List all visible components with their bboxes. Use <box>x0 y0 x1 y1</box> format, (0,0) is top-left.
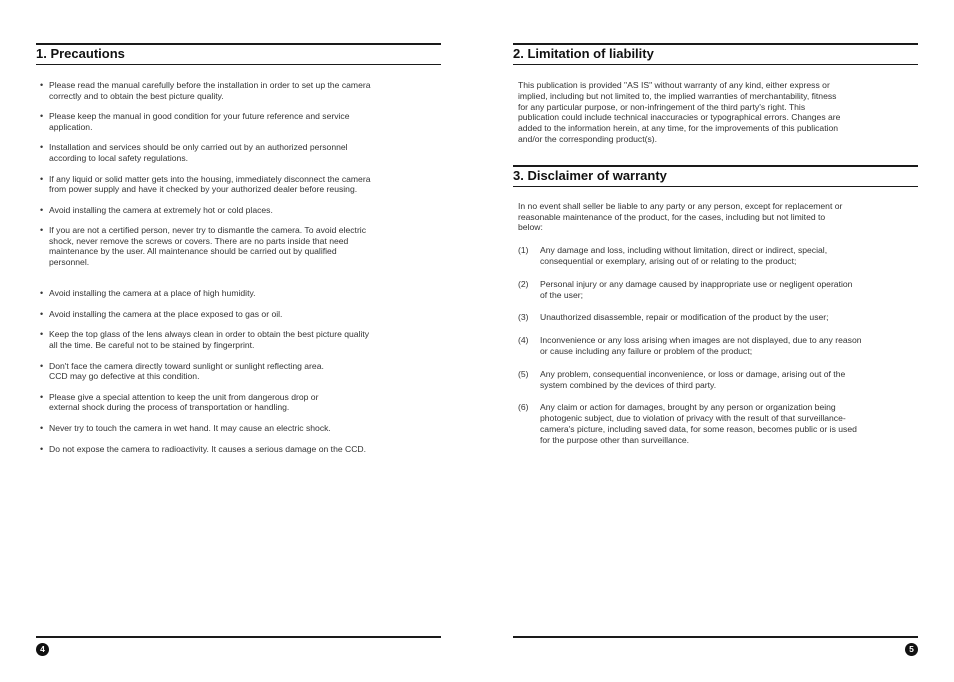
precautions-heading: 1. Precautions <box>36 43 441 65</box>
disclaimer-heading: 3. Disclaimer of warranty <box>513 165 918 187</box>
item-text: Inconvenience or any loss arising when images are not displayed, due to any reason or cause including any failure or problem of the product; <box>540 335 862 356</box>
left-page <box>36 0 441 682</box>
disclaimer-item <box>518 245 918 267</box>
precaution-item: • Installation and services should be only carried out by an authorized personnel according to local safety regulations. <box>36 142 441 163</box>
item-number: (1) <box>518 245 529 256</box>
item-number: (3) <box>518 312 529 323</box>
precaution-item: • If you are not a certified person, never try to dismantle the camera. To avoid electric shock, never remove the screws or covers. There are no parts inside that need maintenance by the user. All maintenance should be carried out by qualified personnel. <box>36 225 441 267</box>
page-number-badge: 5 <box>905 643 918 656</box>
item-number: (6) <box>518 402 529 413</box>
item-text: Any claim or action for damages, brought by any person or organization being photogenic subject, due to violation of privacy with the result of that surveillance- camera's picture, including saved data, for some reason, becomes public or is used for the purpose other than surveillance. <box>540 402 857 445</box>
limitation-heading: 2. Limitation of liability <box>513 43 918 65</box>
footer-divider <box>513 636 918 638</box>
precaution-item: • Avoid installing the camera at the place exposed to gas or oil. <box>36 309 441 320</box>
disclaimer-list <box>513 245 918 445</box>
precaution-item: • If any liquid or solid matter gets into the housing, immediately disconnect the camera from power supply and have it checked by your authorized dealer before reusing. <box>36 174 441 195</box>
item-number: (2) <box>518 278 529 289</box>
disclaimer-item <box>518 402 918 445</box>
disclaimer-item <box>518 369 918 391</box>
precaution-item: • Never try to touch the camera in wet hand. It may cause an electric shock. <box>36 423 441 434</box>
disclaimer-item <box>518 335 918 357</box>
precaution-item: • Keep the top glass of the lens always clean in order to obtain the best picture quality all the time. Be careful not to be stained by fingerprint. <box>36 329 441 350</box>
precaution-item: • Please keep the manual in good condition for your future reference and service application. <box>36 111 441 132</box>
precaution-item: • Avoid installing the camera at a place of high humidity. <box>36 288 441 299</box>
precaution-item: • Do not expose the camera to radioactivity. It causes a serious damage on the CCD. <box>36 444 441 455</box>
item-number: (5) <box>518 368 529 379</box>
item-text: Personal injury or any damage caused by inappropriate use or negligent operation of the user; <box>540 278 853 300</box>
precaution-item: • Avoid installing the camera at extremely hot or cold places. <box>36 205 441 216</box>
limitation-paragraph: This publication is provided "AS IS" without warranty of any kind, either express or implied, including but not limited to, the implied warranties of merchantability, fitness for any particular purpose, or non-infringement of the third party's right. This publication could include technical inaccuracies or typographical errors. Changes are added to the information herein, at any time, for the improvements of this publication and/or the corresponding product(s). <box>518 80 841 144</box>
item-number: (4) <box>518 335 529 346</box>
precaution-item: • Please read the manual carefully before the installation in order to set up the camera correctly and to obtain the best picture quality. <box>36 80 441 101</box>
page-number-badge: 4 <box>36 643 49 656</box>
item-text: Any problem, consequential inconvenience, or loss or damage, arising out of the system combined by the devices of third party. <box>540 368 846 390</box>
disclaimer-intro: In no event shall seller be liable to any party or any person, except for replacement or reasonable maintenance of the product, for the cases, including but not limited to below: <box>518 200 843 233</box>
item-text: Unauthorized disassemble, repair or modification of the product by the user; <box>540 312 829 323</box>
precaution-item: • Don't face the camera directly toward sunlight or sunlight reflecting area. CCD may go defective at this condition. <box>36 361 441 382</box>
disclaimer-item <box>518 312 918 323</box>
right-page <box>513 0 918 682</box>
footer-divider <box>36 636 441 638</box>
precautions-list <box>36 80 441 454</box>
item-text: Any damage and loss, including without limitation, direct or indirect, special, consequential or exemplary, arising out of or relating to the product; <box>540 245 828 266</box>
precaution-item: • Please give a special attention to keep the unit from dangerous drop or external shock during the process of transportation or handling. <box>36 392 441 413</box>
disclaimer-item <box>518 279 918 301</box>
